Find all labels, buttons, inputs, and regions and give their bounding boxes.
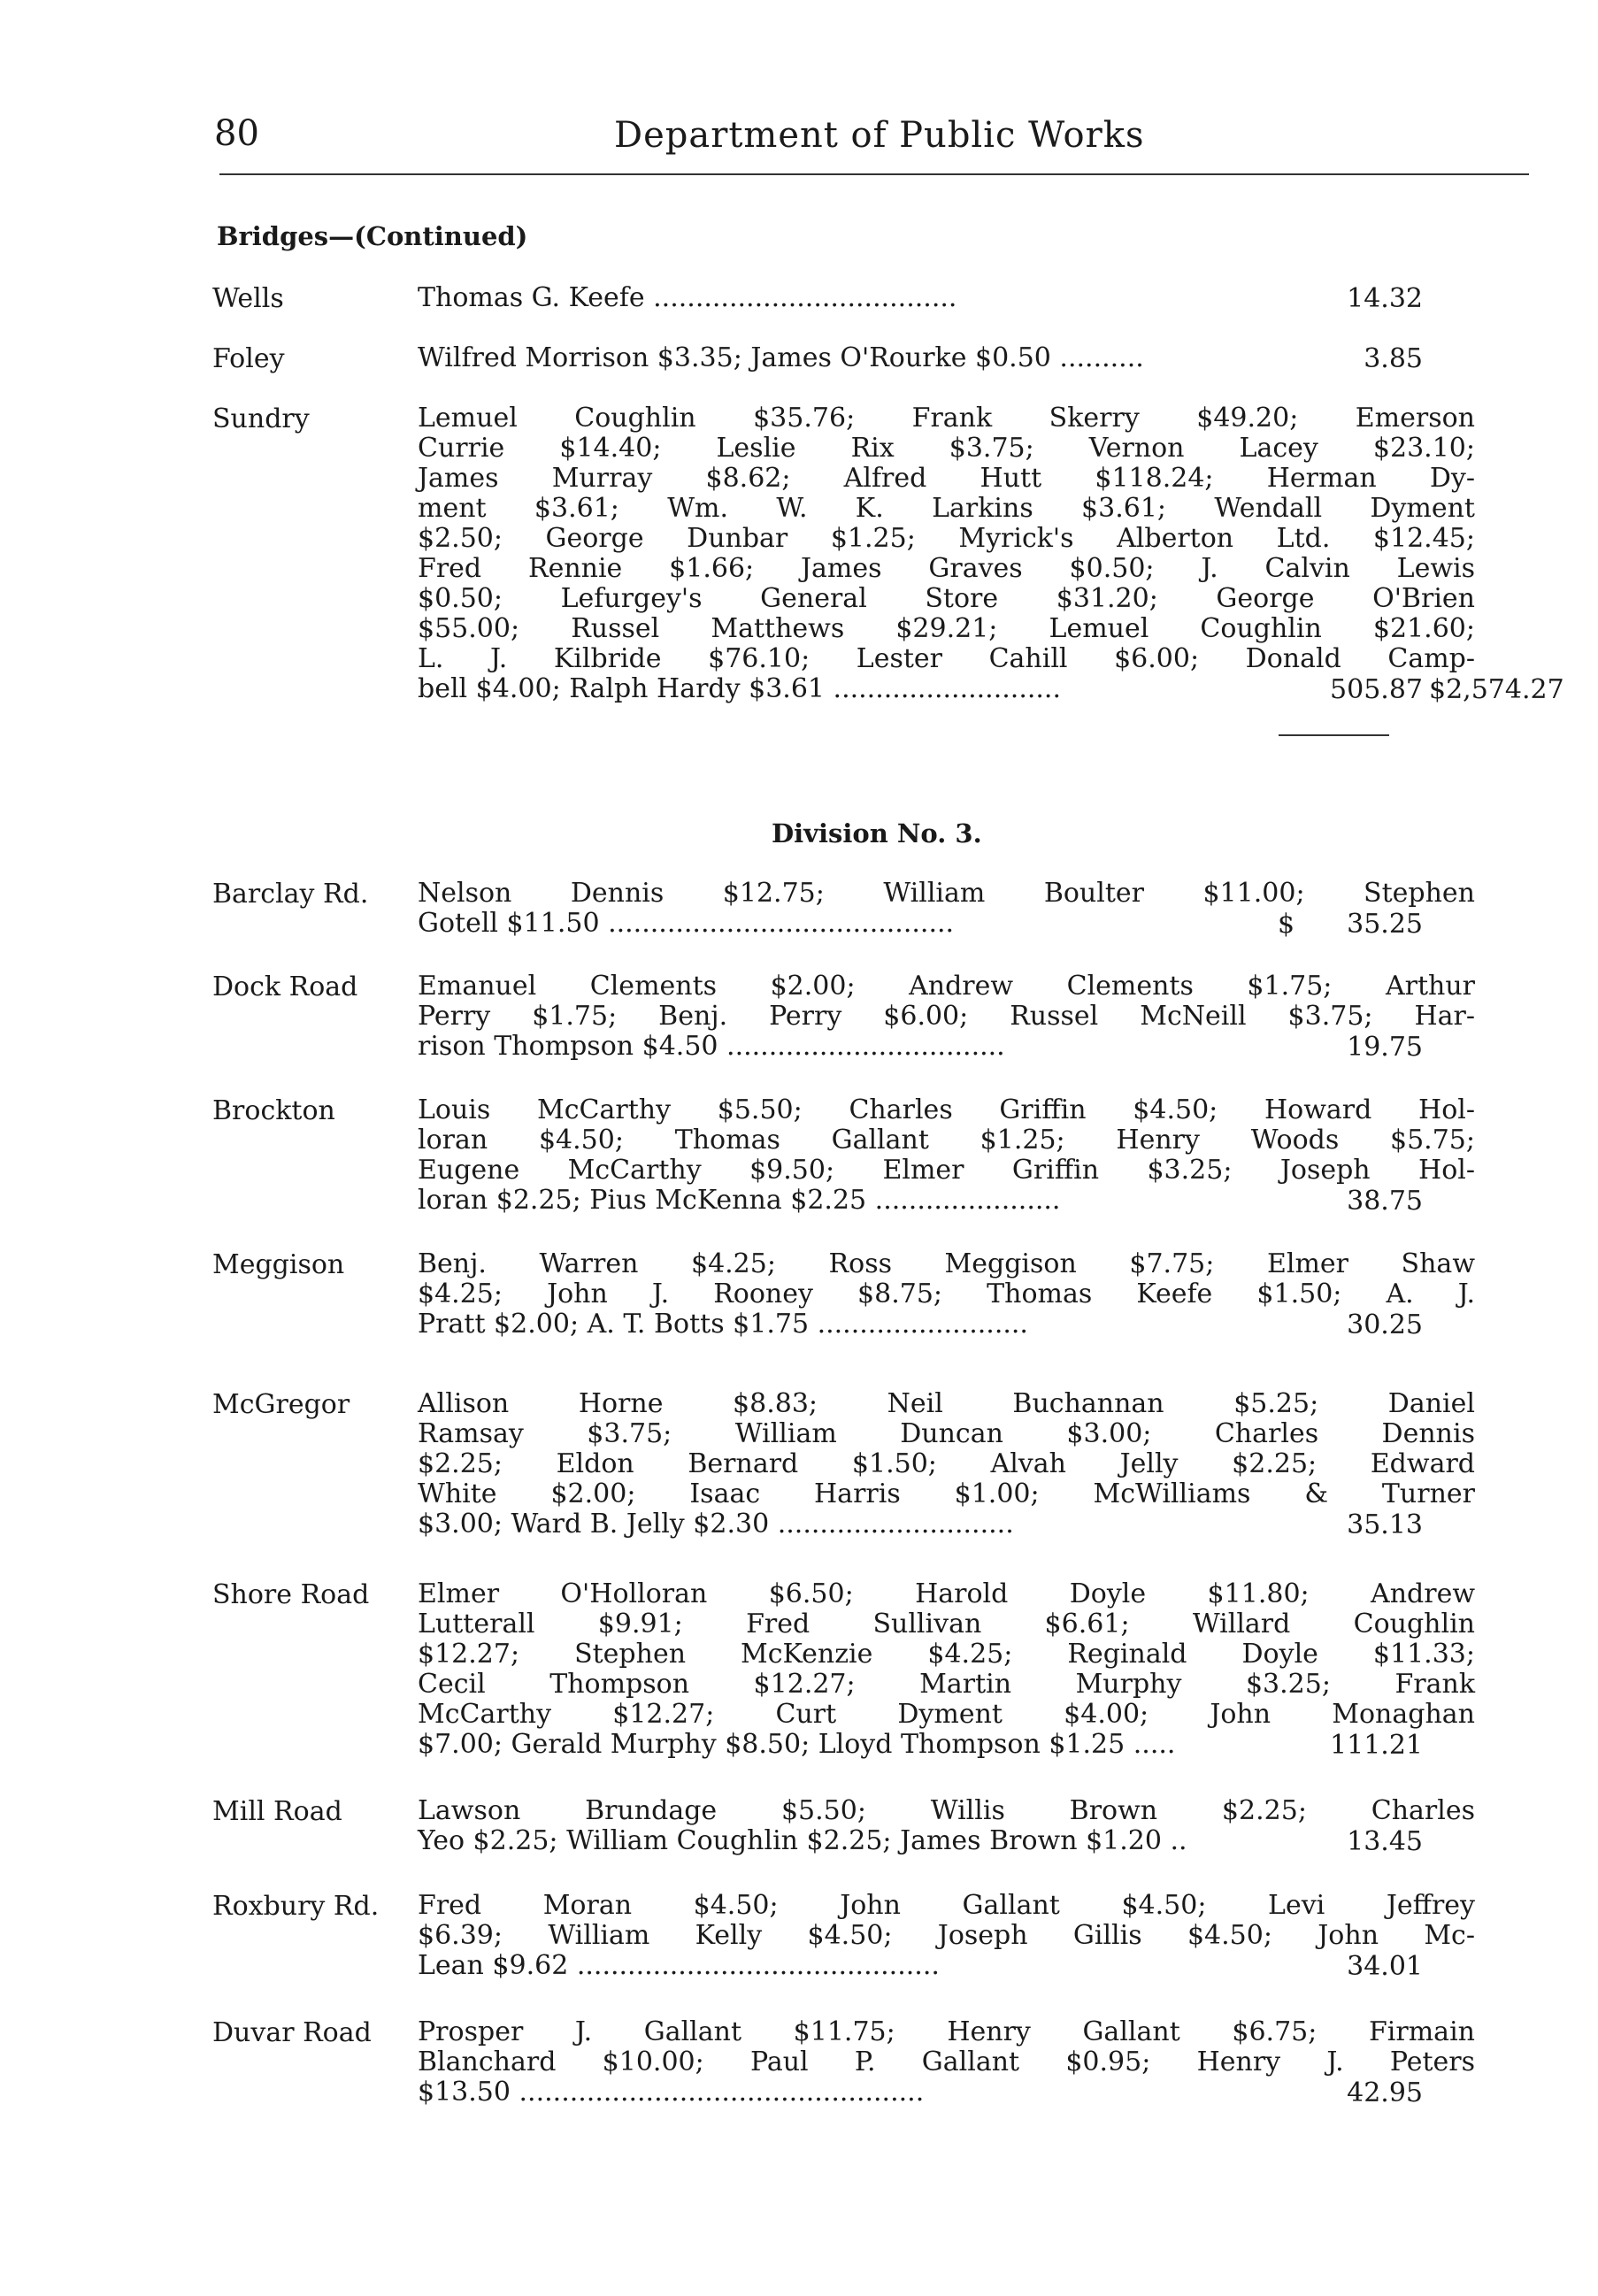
entry-line: Fred Rennie $1.66; James Graves $0.50; J. Calvin Lewis (418, 553, 1475, 584)
entry-line: Fred Moran $4.50; John Gallant $4.50; Levi Jeffrey (418, 1890, 1475, 1921)
entry-text (418, 1579, 1475, 1760)
entry-place: Barclay Rd. (212, 879, 369, 910)
entry-line: $2.25; Eldon Bernard $1.50; Alvah Jelly $2.25; Edward (418, 1448, 1475, 1479)
entry-place: Mill Road (212, 1796, 342, 1827)
entry-line: McCarthy $12.27; Curt Dyment $4.00; John Monaghan (418, 1699, 1475, 1730)
entry-amount: 35.13 (1347, 1509, 1423, 1540)
entry-line: Louis McCarthy $5.50; Charles Griffin $4.50; Howard Hol- (418, 1094, 1475, 1125)
entry-line: $13.50 ................................................ (418, 2077, 925, 2108)
entry-line: Perry $1.75; Benj. Perry $6.00; Russel McNeill $3.75; Har- (418, 1001, 1475, 1032)
entry-text (418, 1796, 1475, 1856)
entry-place: Sundry (212, 403, 310, 434)
entry-amount: 13.45 (1347, 1826, 1423, 1857)
entry-line: Lemuel Coughlin $35.76; Frank Skerry $49.20; Emerson (418, 403, 1475, 434)
dollar-sign: $ (1278, 909, 1295, 940)
entry-text (418, 343, 1475, 373)
entry-line: $12.27; Stephen McKenzie $4.25; Reginald Doyle $11.33; (418, 1639, 1475, 1670)
entry-amount: 19.75 (1347, 1032, 1423, 1063)
entry-line: Allison Horne $8.83; Neil Buchannan $5.25; Daniel (418, 1388, 1475, 1419)
entry-line: Blanchard $10.00; Paul P. Gallant $0.95; Henry J. Peters (418, 2046, 1475, 2077)
entry-line: loran $4.50; Thomas Gallant $1.25; Henry Woods $5.75; (418, 1125, 1475, 1156)
entry-line: $0.50; Lefurgey's General Store $31.20; George O'Brien (418, 583, 1475, 614)
entry-place: Meggison (212, 1249, 345, 1280)
entry-line: Wilfred Morrison $3.35; James O'Rourke $0.50 .......... (418, 342, 1144, 373)
entry-text (418, 1249, 1475, 1340)
header-rule (219, 173, 1529, 175)
entry-text (418, 1891, 1475, 1981)
entry-amount: 3.85 (1364, 343, 1423, 374)
entry-line: $7.00; Gerald Murphy $8.50; Lloyd Thompson $1.25 ..... (418, 1729, 1176, 1760)
entry-amount: 505.87 (1330, 674, 1423, 705)
entry-amount: 30.25 (1347, 1309, 1423, 1340)
entry-line: Eugene McCarthy $9.50; Elmer Griffin $3.25; Joseph Hol- (418, 1155, 1475, 1186)
entry-place: Foley (212, 343, 285, 374)
page-title: Department of Public Works (614, 115, 1145, 156)
entry-line: Lutterall $9.91; Fred Sullivan $6.61; Willard Coughlin (418, 1609, 1475, 1639)
entry-line: Emanuel Clements $2.00; Andrew Clements $1.75; Arthur (418, 971, 1475, 1002)
entry-amount: 42.95 (1347, 2077, 1423, 2108)
entry-place: Wells (212, 283, 284, 314)
entry-line: $3.00; Ward B. Jelly $2.30 ............................ (418, 1509, 1014, 1540)
entry-amount: 14.32 (1347, 283, 1423, 314)
entry-place: Dock Road (212, 971, 358, 1002)
section-heading-division: Division No. 3. (772, 818, 982, 849)
entry-place: Shore Road (212, 1579, 370, 1610)
entry-line: Cecil Thompson $12.27; Martin Murphy $3.25; Frank (418, 1669, 1475, 1700)
entry-text (418, 403, 1475, 704)
entry-amount: 111.21 (1330, 1730, 1423, 1761)
entry-place: Brockton (212, 1095, 335, 1126)
entry-line: James Murray $8.62; Alfred Hutt $118.24; Herman Dy- (418, 463, 1475, 494)
entry-line: Lawson Brundage $5.50; Willis Brown $2.25; Charles (418, 1795, 1475, 1826)
entry-line: Yeo $2.25; William Coughlin $2.25; James Brown $1.20 .. (418, 1825, 1187, 1856)
entry-amount: 34.01 (1347, 1951, 1423, 1982)
entry-line: bell $4.00; Ralph Hardy $3.61 ........................... (418, 673, 1062, 704)
sum-rule (1279, 734, 1389, 736)
entry-line: Pratt $2.00; A. T. Botts $1.75 ......................... (418, 1309, 1028, 1340)
entry-text (418, 1095, 1475, 1216)
entry-line: Lean $9.62 ........................................... (418, 1950, 940, 1981)
entry-line: Gotell $11.50 ......................................... (418, 908, 955, 939)
section-heading-bridges: Bridges—(Continued) (217, 221, 528, 251)
entry-place: Roxbury Rd. (212, 1891, 380, 1922)
entry-line: rison Thompson $4.50 ................................. (418, 1031, 1005, 1062)
entry-place: McGregor (212, 1389, 350, 1420)
entry-line: Ramsay $3.75; William Duncan $3.00; Charles Dennis (418, 1418, 1475, 1449)
entry-line: $4.25; John J. Rooney $8.75; Thomas Keefe $1.50; A. J. (418, 1279, 1475, 1309)
page-number: 80 (214, 113, 259, 154)
entry-line: Currie $14.40; Leslie Rix $3.75; Vernon Lacey $23.10; (418, 433, 1475, 464)
entry-line: Thomas G. Keefe .................................... (418, 282, 957, 313)
entry-text (418, 971, 1475, 1062)
entry-line: Benj. Warren $4.25; Ross Meggison $7.75; Elmer Shaw (418, 1248, 1475, 1279)
section-total: $2,574.27 (1429, 674, 1564, 705)
entry-line: Elmer O'Holloran $6.50; Harold Doyle $11.80; Andrew (418, 1578, 1475, 1609)
entry-line: Prosper J. Gallant $11.75; Henry Gallant $6.75; Firmain (418, 2016, 1475, 2047)
entry-text (418, 2017, 1475, 2108)
entry-line: Nelson Dennis $12.75; William Boulter $11.00; Stephen (418, 878, 1475, 909)
entry-text (418, 1389, 1475, 1540)
entry-line: ment $3.61; Wm. W. K. Larkins $3.61; Wendall Dyment (418, 493, 1475, 524)
entry-amount: 38.75 (1347, 1186, 1423, 1217)
entry-line: $6.39; William Kelly $4.50; Joseph Gillis $4.50; John Mc- (418, 1920, 1475, 1951)
entry-line: loran $2.25; Pius McKenna $2.25 ...................... (418, 1185, 1061, 1216)
entry-line: L. J. Kilbride $76.10; Lester Cahill $6.00; Donald Camp- (418, 643, 1475, 674)
entry-text (418, 879, 1475, 939)
entry-line: $2.50; George Dunbar $1.25; Myrick's Alberton Ltd. $12.45; (418, 523, 1475, 554)
entry-text (418, 283, 1475, 313)
entry-place: Duvar Road (212, 2017, 372, 2048)
entry-line: $55.00; Russel Matthews $29.21; Lemuel Coughlin $21.60; (418, 613, 1475, 644)
entry-amount: 35.25 (1347, 909, 1423, 940)
entry-line: White $2.00; Isaac Harris $1.00; McWilliams & Turner (418, 1478, 1475, 1509)
